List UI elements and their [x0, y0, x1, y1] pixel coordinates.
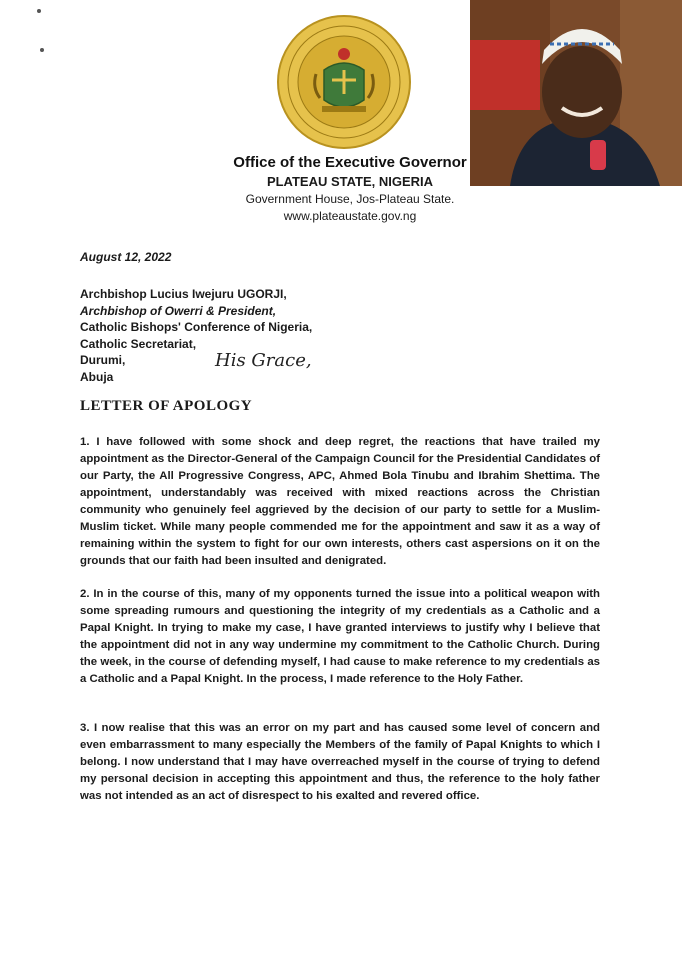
handwritten-salutation: His Grace,	[215, 350, 312, 371]
letter-title: LETTER OF APOLOGY	[80, 398, 253, 414]
scan-mark	[37, 9, 41, 13]
scan-mark	[40, 48, 44, 52]
letter-date: August 12, 2022	[80, 250, 172, 264]
government-address: Government House, Jos-Plateau State.	[245, 192, 455, 206]
paragraph-3: 3. I now realise that this was an error on my part and has caused some level of concern and even embarrassment to many especially the Members of the family of Papal Knights to which I belong. I now understand that I may have overreached myself in the course of trying to defend my personal decision in accepting this appointment and thus, the reference to the holy father was not intended as an act of disrespect to his exalted and revered office.	[80, 722, 600, 802]
recipient-area: Durumi,	[80, 353, 126, 367]
recipient-name: Archbishop Lucius Iwejuru UGORJI,	[80, 287, 287, 301]
recipient-title: Archbishop of Owerri & President,	[80, 303, 277, 318]
recipient-city: Abuja	[80, 369, 114, 384]
state-seal-icon	[276, 14, 412, 150]
recipient-org: Catholic Bishops' Conference of Nigeria,	[80, 320, 313, 334]
paragraph-2: 2. In in the course of this, many of my opponents turned the issue into a political weapon with some spreading rumours and questioning the integrity of my credentials as a Catholic and a Papal Knight. In trying to make my case, I have granted interviews to justify why I believe that the appointment did not in any way undermine my commitment to the Catholic Church. During the week, in the course of defending myself, I had cause to make reference to my credentials as a Catholic and a Papal Knight. In the process, I made reference to the Holy Father.	[80, 588, 600, 685]
website-link[interactable]: www.plateaustate.gov.ng	[283, 209, 417, 223]
paragraph-1: 1. I have followed with some shock and deep regret, the reactions that have trailed my appointment as the Director-General of the Campaign Council for the Presidential Candidates of our Party, the All Progressive Congress, APC, Ahmed Bola Tinubu and Ibrahim Shettima. The appointment, understandably was received with mixed reactions across the Christian community who genuinely feel aggrieved by the decision of our party to settle for a Muslim-Muslim ticket. While many people commended me for the appointment and saw it as a way of remaining within the system to fight for our own interests, others cast aspersions on it on the grounds that our faith had been insulted and denigrated.	[80, 436, 600, 567]
state-name: PLATEAU STATE, NIGERIA	[266, 174, 434, 189]
office-title: Office of the Executive Governor	[233, 154, 467, 171]
governor-photo	[470, 0, 682, 186]
recipient-secretariat: Catholic Secretariat,	[80, 336, 197, 351]
